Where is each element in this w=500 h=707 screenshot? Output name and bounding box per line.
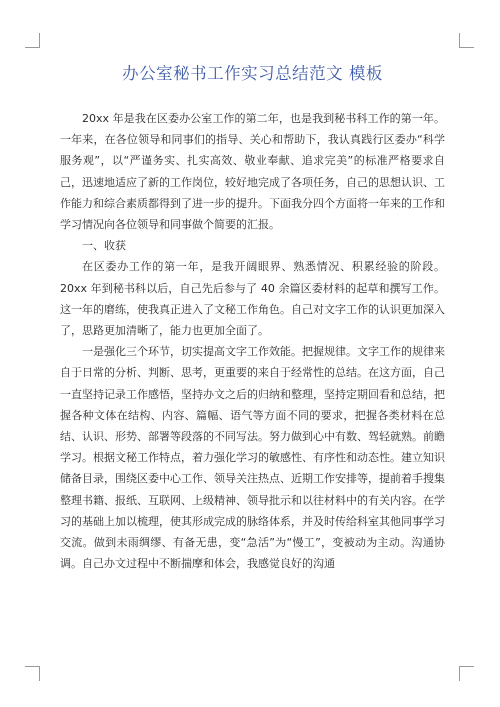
document-content (60, 62, 445, 574)
crop-mark-top-left (25, 33, 40, 48)
crop-mark-top-right (459, 33, 474, 48)
paragraph-three-links: 一是强化三个环节，切实提高文字工作效能。把握规律。文字工作的规律来自于日常的分析、判断、思考，更重要的来自于经常性的总结。在这方面，自己一直坚持记录工作感悟，坚持办文之后的归纳和整理，坚持定期回看和总结，把握各种文体在结构、内容、篇幅、语气等方面不同的要求，把握各类材料在总结、认识、形势、部署等段落的不同写法。努力做到心中有数、驾轻就熟。前瞻学习。根据文秘工作特点，着力强化学习的敏感性、有序性和动态性。建立知识储备目录，围绕区委中心工作、领导关注热点、近期工作安排等，提前着手搜集整理书籍、报纸、互联网、上级精神、领导批示和以往材料中的有关内容。在学习的基础上加以梳理，使其形成完成的脉络体系，并及时传给科室其他同事学习交流。做到未雨绸缪、有备无患，变“急活”为“慢工”，变被动为主动。沟通协调。自己办文过程中不断揣摩和体会，我感觉良好的沟通 (60, 345, 445, 571)
paragraph-intro: 20xx 年是我在区委办公室工作的第二年，也是我到秘书科工作的第一年。一年来，在各位领导和同事们的指导、关心和帮助下，我认真践行区委办“科学服务观”，以“严谨务实、扎实高效、敬业奉献、追求完美”的标准严格要求自己，迅速地适应了新的工作岗位，较好地完成了各项任务，自己的思想认识、工作能力和综合素质都得到了进一步的提升。下面我分四个方面将一年来的工作和学习情况向各位领导和同事做个简要的汇报。 (60, 112, 445, 232)
document-title: 办公室秘书工作实习总结范文 模板 (122, 64, 383, 83)
section-heading-harvest: 一、收获 (82, 239, 126, 253)
crop-mark-bottom-right (459, 666, 474, 681)
crop-mark-bottom-left (25, 666, 40, 681)
document-body (60, 108, 445, 574)
paragraph-first-year: 在区委办工作的第一年，是我开阔眼界、熟悉情况、积累经验的阶段。20xx 年到秘书科以后，自己先后参与了 40 余篇区委材料的起草和撰写工作。这一年的磨练，使我真正进入了文秘工作角色。自己对文字工作的认识更加深入了，思路更加清晰了，能力也更加全面了。 (60, 260, 445, 338)
